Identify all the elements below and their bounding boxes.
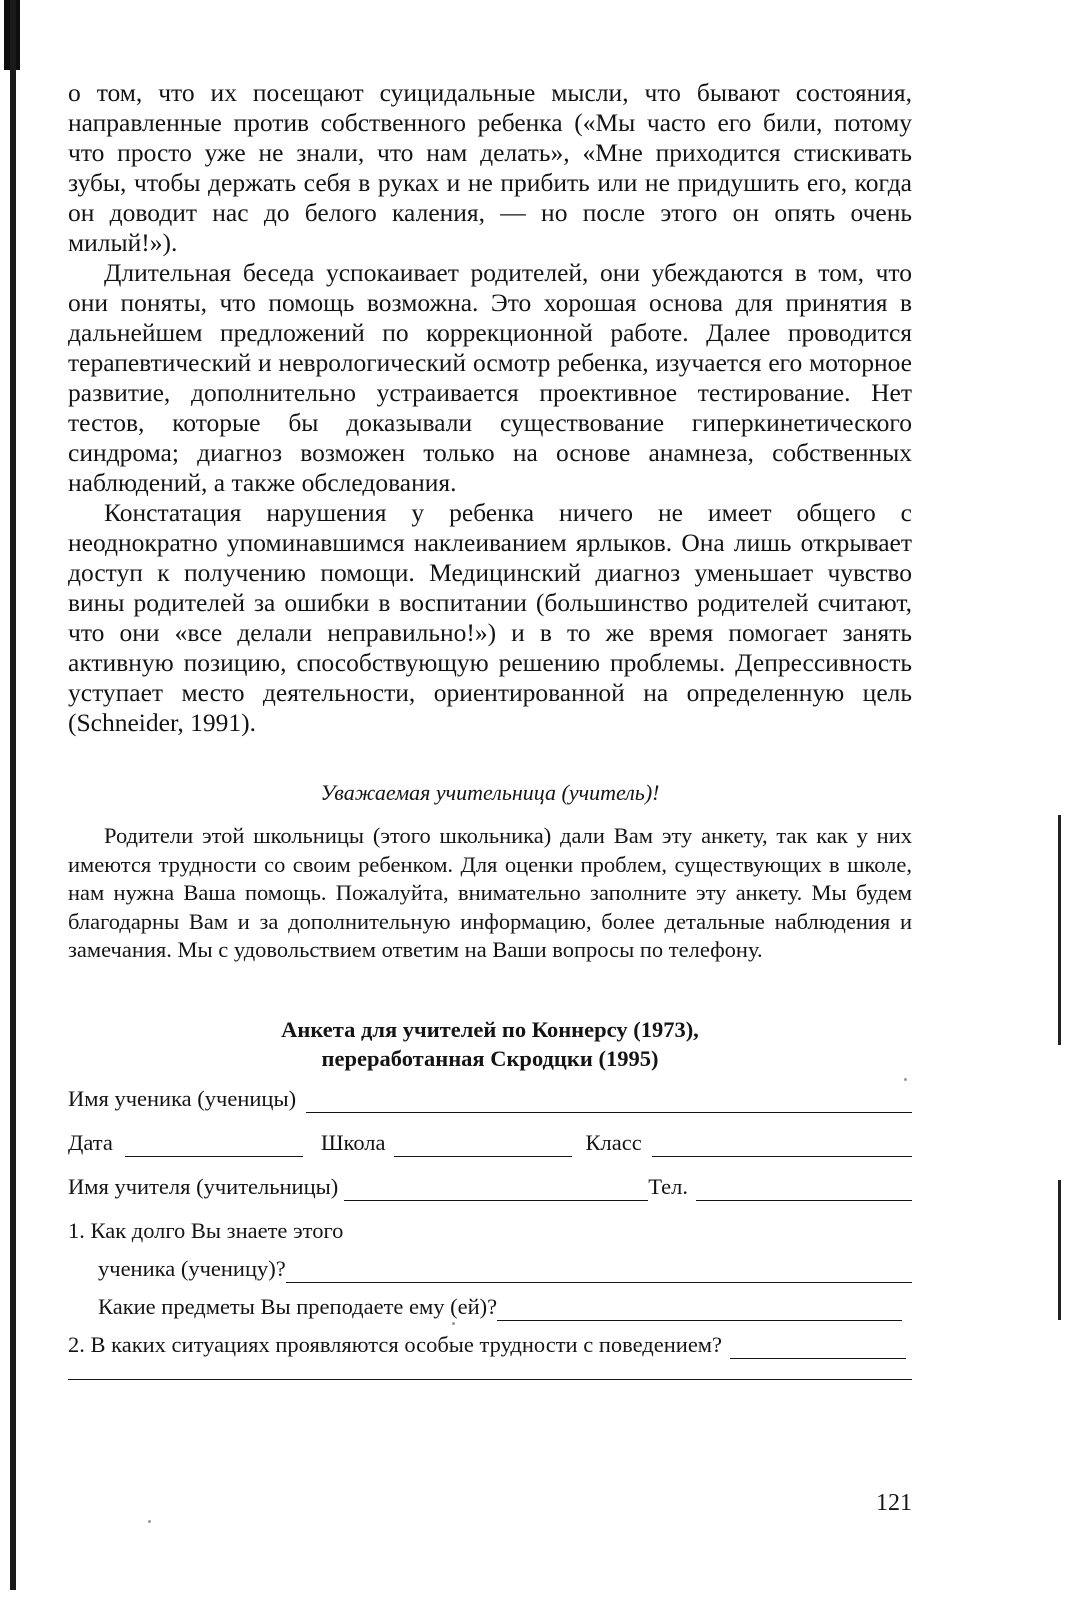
school-label: Школа bbox=[320, 1129, 386, 1155]
question-1-subjects: Какие предметы Вы преподаете ему (ей)? bbox=[98, 1293, 498, 1319]
questionnaire-title-line2: переработанная Скродцки (1995) bbox=[321, 1045, 659, 1071]
salutation-paren: учитель bbox=[568, 780, 645, 805]
question-2-extra-line[interactable] bbox=[68, 1369, 912, 1380]
question-2-row bbox=[68, 1331, 912, 1359]
book-page bbox=[68, 78, 912, 1380]
teacher-name-label: Имя учителя (учительницы) bbox=[68, 1173, 339, 1199]
teacher-name-field[interactable] bbox=[344, 1178, 648, 1201]
date-field[interactable] bbox=[125, 1134, 303, 1157]
questionnaire-title-line1: Анкета для учителей по Коннерсу (1973), bbox=[281, 1016, 699, 1042]
question-1-line1 bbox=[68, 1217, 912, 1245]
paragraph-diagnosis: Констатация нарушения у ребенка ничего не имеет общего с неоднократно упоминавшимся наклеиванием ярлыков. Она лишь открывает доступ к получению помощи. Медицинский диагноз уменьшает чувство вины родителей за ошибки в воспитании (большинство родителей считают, что они «все делали неправильно!») и в то же время помогает занять активную позицию, способствующую решению проблемы. Депрессивность уступает место деятельности, ориентированной на определенную цель (Schneider, 1991). bbox=[68, 498, 912, 737]
class-field[interactable] bbox=[652, 1134, 912, 1157]
student-name-field[interactable] bbox=[306, 1090, 912, 1113]
teacher-phone-row bbox=[68, 1173, 912, 1201]
question-1-subjects-field[interactable] bbox=[497, 1298, 902, 1321]
question-1-sub: ученика (ученицу)? bbox=[98, 1255, 286, 1281]
date-label: Дата bbox=[68, 1129, 113, 1155]
scan-right-edge-mark bbox=[1058, 815, 1061, 1045]
letter-salutation: Уважаемая учительница (учитель)! bbox=[320, 780, 660, 805]
date-school-class-row bbox=[68, 1129, 912, 1157]
paragraph-continuation: о том, что их посещают суицидальные мысли, что бывают состояния, направленные против собственного ребенка («Мы часто его били, потому что просто уже не знали, что нам делать», «Мне приходится стискивать зубы, чтобы держать себя в руках и не прибить или не придушить его, когда он доводит нас до белого каления, — но после этого он опять очень милый!»). bbox=[68, 78, 912, 257]
scan-speck bbox=[148, 1520, 151, 1523]
school-field[interactable] bbox=[394, 1134, 572, 1157]
question-2-text: 2. В каких ситуациях проявляются особые трудности с поведением? bbox=[68, 1331, 723, 1357]
question-1-text: 1. Как долго Вы знаете этого bbox=[68, 1217, 344, 1243]
scan-binding-edge bbox=[10, 0, 16, 1590]
questionnaire-title bbox=[68, 1015, 912, 1073]
question-2-answer-field[interactable] bbox=[730, 1336, 906, 1359]
scan-right-edge-mark bbox=[1058, 1180, 1061, 1320]
question-1-line3 bbox=[68, 1293, 912, 1321]
phone-field[interactable] bbox=[696, 1178, 912, 1201]
student-name-label: Имя ученика (ученицы) bbox=[68, 1085, 297, 1111]
question-1-answer-field[interactable] bbox=[286, 1260, 912, 1283]
page-number: 121 bbox=[876, 1490, 912, 1516]
paragraph-conversation: Длительная беседа успокаивает родителей, они убеждаются в том, что они поняты, что помощь возможна. Это хорошая основа для принятия в дальнейшем предложений по коррекционной работе. Далее проводится терапевтический и неврологический осмотр ребенка, изучается его моторное развитие, дополнительно устраивается проективное тестирование. Нет тестов, которые бы доказывали существование гиперкинетического синдрома; диагноз возможен только на основе анамнеза, собственных наблюдений, а также обследования. bbox=[68, 258, 912, 497]
class-label: Класс bbox=[585, 1129, 642, 1155]
student-name-row bbox=[68, 1085, 912, 1113]
phone-label: Тел. bbox=[648, 1173, 688, 1199]
salutation-main: Уважаемая учительница bbox=[320, 780, 557, 805]
letter-text: Родители этой школьницы (этого школьника) дали Вам эту анкету, так как у них имеются трудности со своим ребенком. Для оценки проблем, существующих в школе, нам нужна Ваша помощь. Пожалуйта, внимательно заполните эту анкету. Мы будем благодарны Вам и за дополнительную информацию, более детальные наблюдения и замечания. Мы с удовольствием ответим на Ваши вопросы по телефону. bbox=[68, 823, 912, 962]
question-1-line2 bbox=[68, 1255, 912, 1283]
